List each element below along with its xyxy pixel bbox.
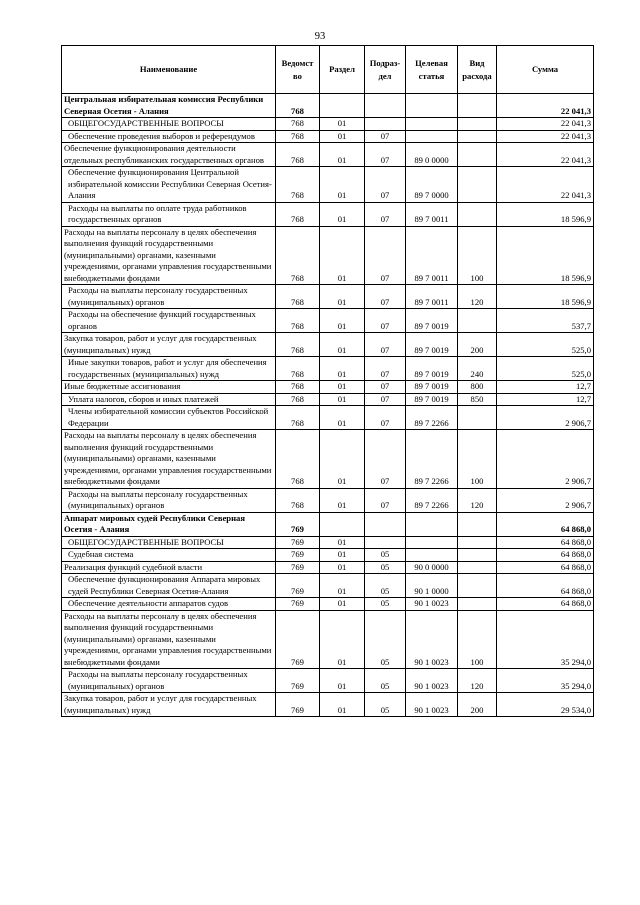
cell-department: 768 <box>276 381 320 394</box>
table-row <box>62 430 594 489</box>
cell-subsection: 07 <box>365 357 406 381</box>
header-section: Раздел <box>320 46 365 94</box>
header-sub-line2: дел <box>378 70 392 81</box>
cell-target-item: 90 1 0023 <box>406 610 458 669</box>
cell-expense-kind: 120 <box>458 669 497 693</box>
header-target-line2: статья <box>418 70 445 81</box>
table-row <box>62 610 594 669</box>
cell-expense-kind <box>458 130 497 143</box>
cell-sum: 12,7 <box>497 393 594 406</box>
table-row <box>62 549 594 562</box>
cell-sum: 525,0 <box>497 333 594 357</box>
cell-sum: 64 868,0 <box>497 536 594 549</box>
cell-subsection: 05 <box>365 598 406 611</box>
table-row <box>62 669 594 693</box>
cell-subsection: 07 <box>365 393 406 406</box>
cell-name: Закупка товаров, работ и услуг для государственных (муниципальных) нужд <box>62 693 276 717</box>
cell-expense-kind: 100 <box>458 610 497 669</box>
cell-subsection: 07 <box>365 130 406 143</box>
table-row <box>62 357 594 381</box>
table-row <box>62 561 594 574</box>
cell-expense-kind: 100 <box>458 226 497 285</box>
cell-subsection: 07 <box>365 226 406 285</box>
cell-section: 01 <box>320 610 365 669</box>
cell-subsection: 07 <box>365 430 406 489</box>
cell-department: 768 <box>276 285 320 309</box>
cell-expense-kind <box>458 536 497 549</box>
cell-target-item <box>406 94 458 118</box>
cell-sum: 2 906,7 <box>497 488 594 512</box>
header-expense-kind <box>458 46 497 94</box>
cell-expense-kind <box>458 143 497 167</box>
cell-sum: 18 596,9 <box>497 285 594 309</box>
cell-sum: 2 906,7 <box>497 406 594 430</box>
table-row <box>62 309 594 333</box>
table-row <box>62 226 594 285</box>
cell-target-item: 90 1 0000 <box>406 574 458 598</box>
cell-sum: 64 868,0 <box>497 561 594 574</box>
cell-target-item: 90 0 0000 <box>406 561 458 574</box>
table-body <box>62 94 594 717</box>
cell-target-item: 89 7 2266 <box>406 406 458 430</box>
cell-name: Расходы на выплаты персоналу государственных (муниципальных) органов <box>62 285 276 309</box>
cell-section: 01 <box>320 167 365 203</box>
table-row <box>62 333 594 357</box>
cell-section: 01 <box>320 536 365 549</box>
cell-expense-kind: 800 <box>458 381 497 394</box>
cell-section: 01 <box>320 357 365 381</box>
table-row <box>62 94 594 118</box>
cell-section: 01 <box>320 285 365 309</box>
cell-department: 768 <box>276 202 320 226</box>
cell-section <box>320 94 365 118</box>
cell-department: 768 <box>276 309 320 333</box>
header-subsection <box>365 46 406 94</box>
cell-department: 768 <box>276 143 320 167</box>
cell-department: 769 <box>276 549 320 562</box>
cell-sum: 525,0 <box>497 357 594 381</box>
cell-department: 768 <box>276 333 320 357</box>
cell-expense-kind <box>458 512 497 536</box>
cell-expense-kind: 100 <box>458 430 497 489</box>
cell-sum: 64 868,0 <box>497 598 594 611</box>
cell-target-item <box>406 130 458 143</box>
cell-expense-kind <box>458 167 497 203</box>
cell-expense-kind: 240 <box>458 357 497 381</box>
cell-name: Реализация функций судебной власти <box>62 561 276 574</box>
cell-department: 768 <box>276 118 320 131</box>
cell-name: Закупка товаров, работ и услуг для государственных (муниципальных) нужд <box>62 333 276 357</box>
cell-expense-kind <box>458 561 497 574</box>
cell-target-item: 89 7 0011 <box>406 202 458 226</box>
cell-department: 769 <box>276 669 320 693</box>
cell-subsection <box>365 94 406 118</box>
cell-name: Судебная система <box>62 549 276 562</box>
cell-expense-kind <box>458 309 497 333</box>
header-sum: Сумма <box>497 46 594 94</box>
table-row <box>62 406 594 430</box>
budget-table <box>61 45 594 717</box>
cell-expense-kind: 120 <box>458 285 497 309</box>
cell-name: Члены избирательной комиссии субъектов Российской Федерации <box>62 406 276 430</box>
cell-department: 768 <box>276 430 320 489</box>
table-row <box>62 285 594 309</box>
cell-expense-kind: 120 <box>458 488 497 512</box>
cell-section <box>320 512 365 536</box>
table-row <box>62 693 594 717</box>
cell-expense-kind: 200 <box>458 333 497 357</box>
table-row <box>62 381 594 394</box>
cell-name: Обеспечение функционирования Аппарата мировых судей Республики Северная Осетия-Алания <box>62 574 276 598</box>
cell-name: ОБЩЕГОСУДАРСТВЕННЫЕ ВОПРОСЫ <box>62 118 276 131</box>
cell-name: Иные закупки товаров, работ и услуг для обеспечения государственных (муниципальных) нужд <box>62 357 276 381</box>
cell-section: 01 <box>320 693 365 717</box>
cell-name: Расходы на выплаты по оплате труда работников государственных органов <box>62 202 276 226</box>
cell-sum: 35 294,0 <box>497 669 594 693</box>
cell-name: Расходы на обеспечение функций государственных органов <box>62 309 276 333</box>
table-row <box>62 118 594 131</box>
cell-subsection <box>365 536 406 549</box>
cell-target-item <box>406 512 458 536</box>
header-target-line1: Целевая <box>415 57 448 68</box>
cell-target-item <box>406 118 458 131</box>
cell-subsection: 05 <box>365 561 406 574</box>
table-row <box>62 130 594 143</box>
cell-sum: 22 041,3 <box>497 94 594 118</box>
cell-sum: 537,7 <box>497 309 594 333</box>
cell-expense-kind <box>458 549 497 562</box>
cell-subsection: 05 <box>365 610 406 669</box>
cell-expense-kind <box>458 598 497 611</box>
cell-name: Обеспечение проведения выборов и референдумов <box>62 130 276 143</box>
cell-subsection: 07 <box>365 488 406 512</box>
cell-subsection <box>365 512 406 536</box>
cell-name: Обеспечение деятельности аппаратов судов <box>62 598 276 611</box>
cell-section: 01 <box>320 130 365 143</box>
table-header-row <box>62 46 594 94</box>
cell-sum: 35 294,0 <box>497 610 594 669</box>
cell-target-item: 89 7 0019 <box>406 309 458 333</box>
cell-section: 01 <box>320 393 365 406</box>
cell-target-item: 89 7 0000 <box>406 167 458 203</box>
cell-target-item <box>406 549 458 562</box>
cell-department: 768 <box>276 167 320 203</box>
cell-department: 769 <box>276 536 320 549</box>
table-row <box>62 143 594 167</box>
cell-name: Уплата налогов, сборов и иных платежей <box>62 393 276 406</box>
cell-subsection: 07 <box>365 333 406 357</box>
cell-subsection: 07 <box>365 285 406 309</box>
cell-target-item: 89 7 0019 <box>406 393 458 406</box>
cell-department: 768 <box>276 488 320 512</box>
cell-section: 01 <box>320 574 365 598</box>
cell-target-item: 89 7 0019 <box>406 333 458 357</box>
cell-expense-kind: 200 <box>458 693 497 717</box>
cell-name: Иные бюджетные ассигнования <box>62 381 276 394</box>
page-number: 93 <box>314 31 326 42</box>
cell-subsection: 07 <box>365 143 406 167</box>
cell-sum: 22 041,3 <box>497 143 594 167</box>
header-dept-line1: Ведомст <box>281 57 314 68</box>
cell-section: 01 <box>320 598 365 611</box>
cell-sum: 18 596,9 <box>497 202 594 226</box>
cell-department: 768 <box>276 130 320 143</box>
cell-name: Расходы на выплаты персоналу в целях обеспечения выполнения функций государственными (муниципальными) органами, казенными учреждениями, органами управления государственными внебюджетными фондами <box>62 610 276 669</box>
header-kind-line1: Вид <box>469 57 485 68</box>
cell-department: 769 <box>276 610 320 669</box>
cell-department: 769 <box>276 512 320 536</box>
table-row <box>62 202 594 226</box>
cell-department: 768 <box>276 406 320 430</box>
cell-section: 01 <box>320 669 365 693</box>
cell-department: 768 <box>276 393 320 406</box>
cell-target-item: 89 7 0019 <box>406 357 458 381</box>
table-row <box>62 393 594 406</box>
cell-department: 769 <box>276 693 320 717</box>
cell-expense-kind <box>458 94 497 118</box>
cell-section: 01 <box>320 561 365 574</box>
cell-sum: 64 868,0 <box>497 574 594 598</box>
cell-target-item <box>406 536 458 549</box>
cell-subsection: 05 <box>365 693 406 717</box>
cell-department: 769 <box>276 598 320 611</box>
cell-sum: 64 868,0 <box>497 549 594 562</box>
cell-subsection: 05 <box>365 549 406 562</box>
cell-department: 768 <box>276 94 320 118</box>
cell-sum: 64 868,0 <box>497 512 594 536</box>
table-row <box>62 536 594 549</box>
cell-section: 01 <box>320 549 365 562</box>
cell-section: 01 <box>320 333 365 357</box>
cell-section: 01 <box>320 309 365 333</box>
cell-name: Расходы на выплаты персоналу в целях обеспечения выполнения функций государственными (муниципальными) органами, казенными учреждениями, органами управления государственными внебюджетными фондами <box>62 226 276 285</box>
cell-expense-kind <box>458 118 497 131</box>
cell-expense-kind <box>458 574 497 598</box>
cell-section: 01 <box>320 143 365 167</box>
cell-subsection: 07 <box>365 202 406 226</box>
table-row <box>62 574 594 598</box>
header-kind-line2: расхода <box>462 70 492 81</box>
cell-name: ОБЩЕГОСУДАРСТВЕННЫЕ ВОПРОСЫ <box>62 536 276 549</box>
cell-sum: 12,7 <box>497 381 594 394</box>
cell-name: Аппарат мировых судей Республики Северная Осетия - Алания <box>62 512 276 536</box>
cell-department: 768 <box>276 357 320 381</box>
cell-subsection: 07 <box>365 406 406 430</box>
cell-section: 01 <box>320 406 365 430</box>
cell-department: 769 <box>276 574 320 598</box>
cell-target-item: 89 7 2266 <box>406 488 458 512</box>
cell-sum: 2 906,7 <box>497 430 594 489</box>
cell-sum: 22 041,3 <box>497 167 594 203</box>
cell-subsection: 05 <box>365 574 406 598</box>
cell-sum: 22 041,3 <box>497 118 594 131</box>
table-row <box>62 598 594 611</box>
cell-target-item: 89 7 2266 <box>406 430 458 489</box>
cell-expense-kind: 850 <box>458 393 497 406</box>
cell-sum: 29 534,0 <box>497 693 594 717</box>
table-row <box>62 488 594 512</box>
cell-section: 01 <box>320 430 365 489</box>
table-row <box>62 167 594 203</box>
cell-section: 01 <box>320 118 365 131</box>
header-sub-line1: Подраз- <box>369 57 401 68</box>
cell-subsection: 07 <box>365 167 406 203</box>
cell-name: Расходы на выплаты персоналу государственных (муниципальных) органов <box>62 669 276 693</box>
header-target-item <box>406 46 458 94</box>
cell-target-item: 89 0 0000 <box>406 143 458 167</box>
cell-name: Расходы на выплаты персоналу в целях обеспечения выполнения функций государственными (муниципальными) органами, казенными учреждениями, органами управления государственными внебюджетными фондами <box>62 430 276 489</box>
cell-target-item: 89 7 0011 <box>406 285 458 309</box>
cell-name: Обеспечение функционирования деятельности отдельных республиканских государственных органов <box>62 143 276 167</box>
cell-name: Центральная избирательная комиссия Республики Северная Осетия - Алания <box>62 94 276 118</box>
cell-target-item: 89 7 0011 <box>406 226 458 285</box>
cell-subsection <box>365 118 406 131</box>
cell-section: 01 <box>320 381 365 394</box>
cell-expense-kind <box>458 202 497 226</box>
cell-subsection: 07 <box>365 309 406 333</box>
cell-target-item: 90 1 0023 <box>406 598 458 611</box>
cell-sum: 18 596,9 <box>497 226 594 285</box>
header-dept-line2: во <box>293 70 302 81</box>
header-department <box>276 46 320 94</box>
cell-name: Расходы на выплаты персоналу государственных (муниципальных) органов <box>62 488 276 512</box>
cell-section: 01 <box>320 226 365 285</box>
cell-name: Обеспечение функционирования Центральной избирательной комиссии Республики Северная Осетия-Алания <box>62 167 276 203</box>
header-name: Наименование <box>62 46 276 94</box>
cell-subsection: 05 <box>365 669 406 693</box>
cell-target-item: 89 7 0019 <box>406 381 458 394</box>
cell-target-item: 90 1 0023 <box>406 693 458 717</box>
cell-section: 01 <box>320 488 365 512</box>
cell-department: 768 <box>276 226 320 285</box>
cell-subsection: 07 <box>365 381 406 394</box>
cell-section: 01 <box>320 202 365 226</box>
table-row <box>62 512 594 536</box>
cell-target-item: 90 1 0023 <box>406 669 458 693</box>
cell-sum: 22 041,3 <box>497 130 594 143</box>
cell-department: 769 <box>276 561 320 574</box>
cell-expense-kind <box>458 406 497 430</box>
